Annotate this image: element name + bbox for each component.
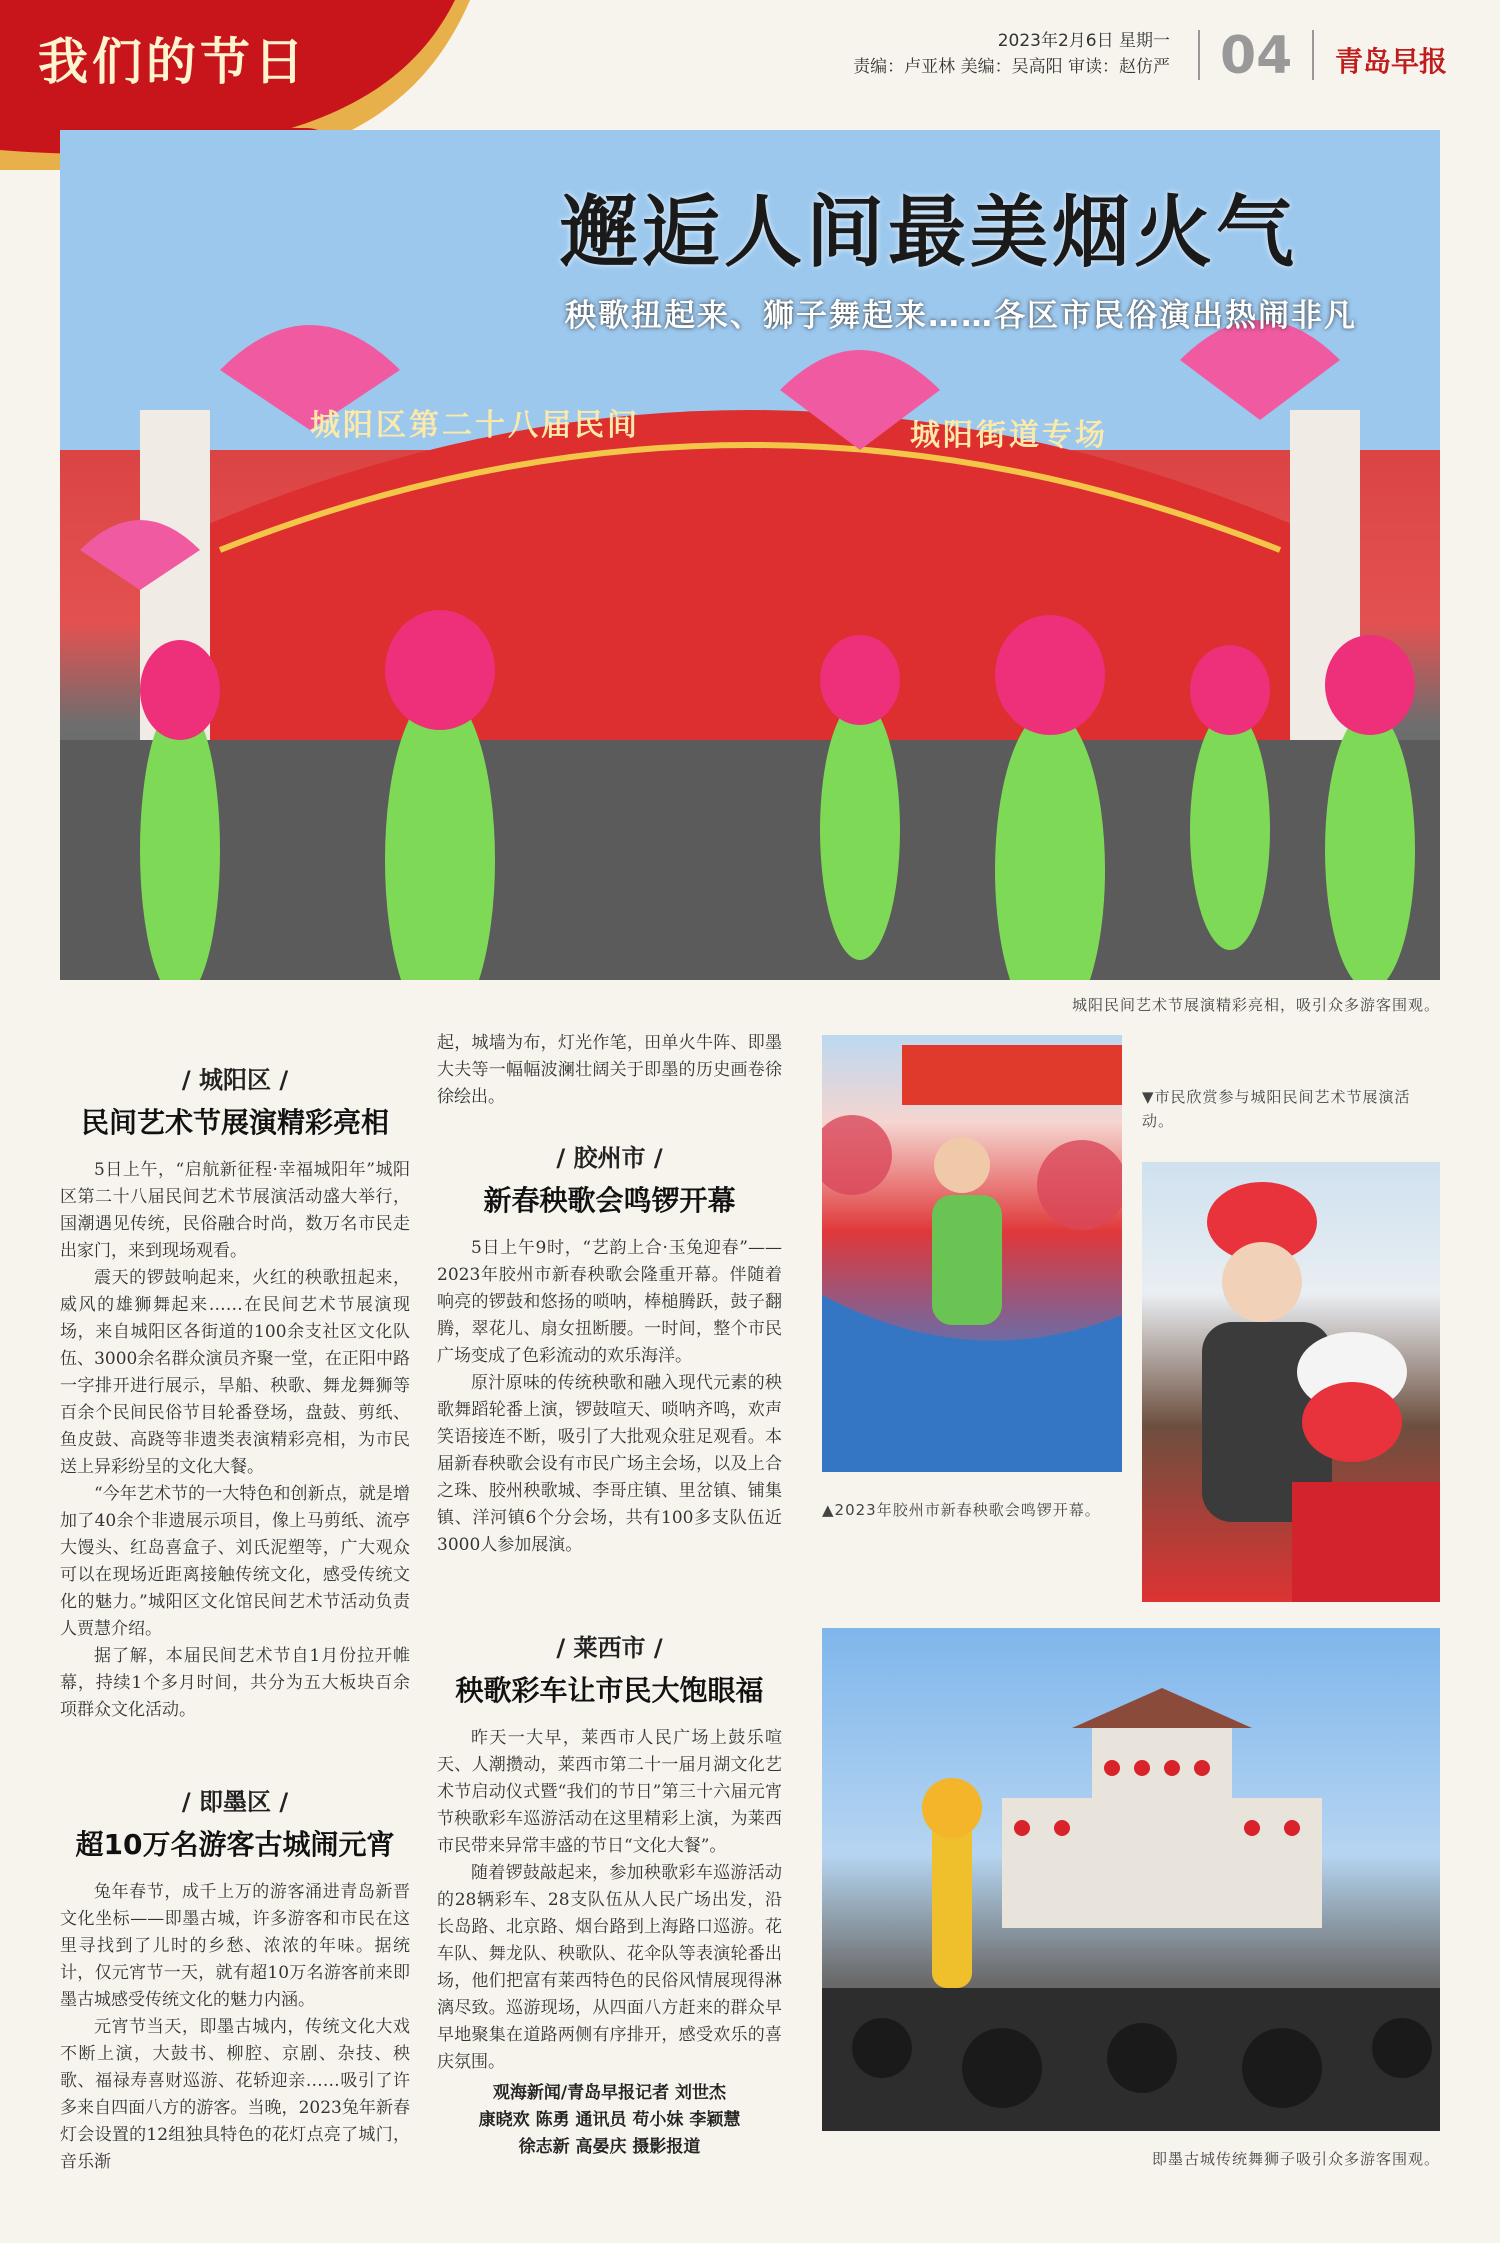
masthead-meta xyxy=(853,28,1170,80)
jimo-photo xyxy=(822,1628,1440,2131)
paragraph: 随着锣鼓敲起来，参加秧歌彩车巡游活动的28辆彩车、28支队伍从人民广场出发，沿长岛路、北京路、烟台路到上海路口巡游。花车队、舞龙队、秧歌队、花伞队等表演轮番出场，他们把富有莱西特色的民俗风情展现得淋漓尽致。巡游现场，从四面八方赶来的群众早早地聚集在道路两侧有序排开，感受欢乐的喜庆氛围。 xyxy=(437,1863,782,2072)
byline-line: 康晓欢 陈勇 通讯员 苟小妹 李颖慧 xyxy=(478,2110,741,2130)
section-label: / 城阳区 / xyxy=(181,1066,289,1094)
paragraph: 5日上午9时，“艺韵上合·玉兔迎春”——2023年胶州市新春秧歌会隆重开幕。伴随着响亮的锣鼓和悠扬的唢呐，棒槌腾跃，鼓子翻腾，翠花儿、扇女扭断腰。一时间，整个市民广场变成了色彩流动的欢乐海洋。 xyxy=(437,1238,782,1366)
paragraph: 昨天一大早，莱西市人民广场上鼓乐喧天、人潮攒动，莱西市第二十一届月湖文化艺术节启动仪式暨“我们的节日”第三十六届元宵节秧歌彩车巡游活动在这里精彩上演，为莱西市民带来异常丰盛的节日“文化大餐”。 xyxy=(437,1728,782,1856)
jiaozhou-caption: ▲2023年胶州市新春秧歌会鸣锣开幕。 xyxy=(822,1501,1101,1519)
paragraph: “今年艺术节的一大特色和创新点，就是增加了40余个非遗展示项目，像上马剪纸、流亭大馒头、红岛喜盒子、刘氏泥塑等，广大观众可以在现场近距离接触传统文化，感受传统文化的魅力。”城阳区文化馆民间艺术节活动负责人贾慧介绍。 xyxy=(60,1484,410,1639)
hero-title: 邂逅人间最美烟火气 xyxy=(560,187,1299,278)
section-label: / 胶州市 / xyxy=(556,1144,663,1172)
hero-caption: 城阳民间艺术节展演精彩亮相，吸引众多游客围观。 xyxy=(1071,996,1440,1014)
jimo-caption: 即墨古城传统舞狮子吸引众多游客围观。 xyxy=(1151,2150,1440,2168)
byline-line: 徐志新 高晏庆 摄影报道 xyxy=(518,2137,701,2157)
jiaozhou-photo xyxy=(822,1035,1122,1472)
article-jimo-continued xyxy=(437,1030,782,1111)
paragraph: 起，城墙为布，灯光作笔，田单火牛阵、即墨大夫等一幅幅波澜壮阔关于即墨的历史画卷徐徐绘出。 xyxy=(437,1033,782,1107)
article-laixi xyxy=(437,1628,782,2161)
hero-subtitle: 秧歌扭起来、狮子舞起来……各区市民俗演出热闹非凡 xyxy=(565,298,1357,334)
lion-hat-photo xyxy=(1142,1162,1440,1602)
paragraph: 元宵节当天，即墨古城内，传统文化大戏不断上演，大鼓书、柳腔、京剧、杂技、秧歌、福禄寿喜财巡游、花轿迎亲……吸引了许多来自四面八方的游客。当晚，2023兔年新春灯会设置的12组独具特色的花灯点亮了城门，音乐渐 xyxy=(60,2017,410,2172)
section-title: 秧歌彩车让市民大饱眼福 xyxy=(455,1674,764,1707)
section-label: / 即墨区 / xyxy=(181,1788,289,1816)
paragraph: 5日上午，“启航新征程·幸福城阳年”城阳区第二十八届民间艺术节展演活动盛大举行，国潮遇见传统，民俗融合时尚，数万名市民走出家门，来到现场观看。 xyxy=(60,1160,410,1261)
article-jimo xyxy=(60,1782,410,2176)
section-title: 民间艺术节展演精彩亮相 xyxy=(80,1106,389,1139)
section-title: 新春秧歌会鸣锣开幕 xyxy=(483,1184,736,1217)
paragraph: 据了解，本届民间艺术节自1月份拉开帷幕，持续1个多月时间，共分为五大板块百余项群众文化活动。 xyxy=(60,1646,410,1720)
paper-name: 青岛早报 xyxy=(1335,45,1448,78)
byline xyxy=(437,2080,782,2161)
section-label: / 莱西市 / xyxy=(556,1634,663,1662)
paragraph: 兔年春节，成千上万的游客涌进青岛新晋文化坐标——即墨古城，许多游客和市民在这里寻找到了儿时的乡愁、浓浓的年味。据统计，仅元宵节一天，就有超10万名游客前来即墨古城感受传统文化的魅力内涵。 xyxy=(60,1882,410,2010)
byline-line: 观海新闻/青岛早报记者 刘世杰 xyxy=(492,2083,727,2103)
column-title: 我们的节日 xyxy=(38,32,308,91)
date-line: 2023年2月6日 星期一 xyxy=(997,31,1170,51)
article-chengyang xyxy=(60,1060,410,1724)
article-jiaozhou xyxy=(437,1138,782,1559)
stage-banner-right: 城阳街道专场 xyxy=(910,418,1108,453)
section-title: 超10万名游客古城闹元宵 xyxy=(75,1828,395,1861)
stage-banner-left: 城阳区第二十八届民间 xyxy=(310,408,640,443)
paragraph: 原汁原味的传统秧歌和融入现代元素的秧歌舞蹈轮番上演，锣鼓喧天、唢呐齐鸣，欢声笑语接连不断，吸引了大批观众驻足观看。本届新春秧歌会设有市民广场主会场，以及上合之珠、胶州秧歌城、李哥庄镇、里岔镇、铺集镇、洋河镇6个分会场，共有100多支队伍近3000人参加展演。 xyxy=(437,1373,782,1555)
paragraph: 震天的锣鼓响起来，火红的秧歌扭起来，威风的雄狮舞起来……在民间艺术节展演现场，来自城阳区各街道的100余支社区文化队伍、3000余名群众演员齐聚一堂，在正阳中路一字排开进行展示，旱船、秧歌、舞龙舞狮等百余个民间民俗节目轮番登场，盘鼓、剪纸、鱼皮鼓、高跷等非遗类表演精彩亮相，为市民送上异彩纷呈的文化大餐。 xyxy=(60,1268,410,1477)
editors-line: 责编：卢亚林 美编：吴高阳 审读：赵仿严 xyxy=(853,57,1170,77)
divider xyxy=(1198,30,1200,80)
page-number: 04 xyxy=(1220,26,1293,86)
lion-caption: ▼市民欣赏参与城阳民间艺术节展演活动。 xyxy=(1142,1088,1411,1130)
divider xyxy=(1312,30,1314,80)
